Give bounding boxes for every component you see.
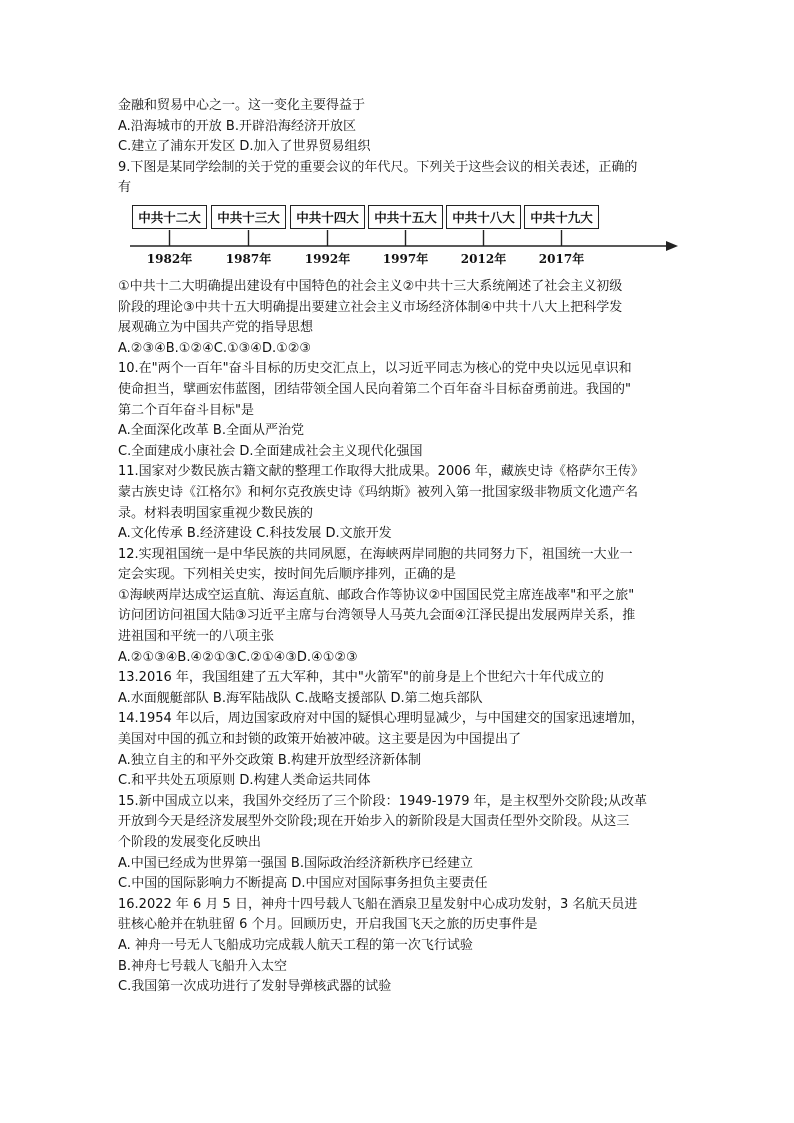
year-label: 1987年 [225, 251, 272, 266]
text-line: 展观确立为中国共产党的指导思想 [118, 320, 314, 336]
text-line: 阶段的理论③中共十五大明确提出要建立社会主义市场经济体制④中共十八大上把科学发 [118, 299, 623, 315]
text-block-bottom [118, 277, 678, 998]
text-line: 金融和贸易中心之一。这一变化主要得益于 [118, 98, 366, 113]
text-line: 蒙古族史诗《江格尔》和柯尔克孜族史诗《玛纳斯》被列入第一批国家级非物质文化遗产名 [118, 484, 639, 500]
text-line: A.中国已经成为世界第一强国 B.国际政治经济新秩序已经建立 [118, 855, 473, 871]
meeting-box: 中共十三大 [211, 205, 286, 229]
text-line: C.中国的国际影响力不断提高 D.中国应对国际事务担负主要责任 [118, 876, 488, 892]
text-line: 使命担当，擘画宏伟蓝图，团结带领全国人民向着第二个百年奋斗目标奋勇前进。我国的" [118, 381, 631, 397]
text-line: 10.在"两个一百年"奋斗目标的历史交汇点上，以习近平同志为核心的党中央以远见卓识和 [118, 361, 632, 377]
text-line: A.文化传承 B.经济建设 C.科技发展 D.文旅开发 [118, 526, 392, 542]
text-line: 14.1954 年以后，周边国家政府对中国的疑惧心理明显减少，与中国建交的国家迅速增加， [118, 711, 644, 727]
meeting-box: 中共十八大 [446, 205, 521, 229]
question-9-stem: 9.下图是某同学绘制的关于党的重要会议的年代尺。下列关于这些会议的相关表述，正确的 [118, 159, 638, 175]
year-label: 1997年 [382, 251, 429, 266]
year-label: 1982年 [146, 251, 193, 266]
text-line: 美国对中国的孤立和封锁的政策开始被冲破。这主要是因为中国提出了 [118, 732, 522, 748]
text-line: A.水面舰艇部队 B.海军陆战队 C.战略支援部队 D.第二炮兵部队 [118, 690, 483, 706]
text-line: 驻核心舱并在轨驻留 6 个月。回顾历史，开启我国飞天之旅的历史事件是 [118, 917, 538, 933]
timeline-figure [118, 205, 678, 275]
text-line: A.②③④B.①②④C.①③④D.①②③ [118, 340, 312, 356]
text-line: A.全面深化改革 B.全面从严治党 [118, 423, 304, 439]
meeting-box: 中共十九大 [524, 205, 599, 229]
year-label: 2017年 [538, 251, 585, 266]
text-line: B.神舟七号载人飞船升入太空 [118, 958, 288, 974]
text-line: 进祖国和平统一的八项主张 [118, 629, 275, 645]
text-line: 12.实现祖国统一是中华民族的共同夙愿，在海峡两岸同胞的共同努力下，祖国统一大业一 [118, 546, 633, 562]
meeting-box: 中共十四大 [290, 205, 365, 229]
text-line: 16.2022 年 6 月 5 日，神舟十四号载人飞船在酒泉卫星发射中心成功发射，3 名航天员进 [118, 896, 638, 912]
text-line: C.我国第一次成功进行了发射导弹核武器的试验 [118, 979, 392, 995]
text-line: A. 神舟一号无人飞船成功完成载人航天工程的第一次飞行试验 [118, 937, 473, 953]
text-line: 13.2016 年，我国组建了五大军种，其中"火箭军"的前身是上个世纪六十年代成立的 [118, 670, 604, 686]
text-line: 开放到今天是经济发展型外交阶段;现在开始步入的新阶段是大国责任型外交阶段。从这三 [118, 814, 630, 830]
year-label: 2012年 [460, 251, 507, 266]
text-line: 11.国家对少数民族古籍文献的整理工作取得大批成果。2006 年，藏族史诗《格萨尔王传》 [118, 464, 644, 480]
text-line: 15.新中国成立以来，我国外交经历了三个阶段：1949-1979 年，是主权型外交阶段;从改革 [118, 793, 648, 809]
text-block-top [118, 96, 678, 199]
meeting-box: 中共十二大 [132, 205, 207, 229]
text-line: C.全面建成小康社会 D.全面建成社会主义现代化强国 [118, 443, 423, 459]
text-line: 定会实现。下列相关史实，按时间先后顺序排列，正确的是 [118, 567, 457, 583]
year-label: 1992年 [304, 251, 351, 266]
text-line: A.②①③④B.④②①③C.②①④③D.④①②③ [118, 649, 358, 665]
text-line: 个阶段的发展变化反映出 [118, 835, 262, 850]
text-line: ①海峡两岸达成空运直航、海运直航、邮政合作等协议②中国国民党主席连战率"和平之旅" [118, 587, 635, 603]
text-line: ①中共十二大明确提出建设有中国特色的社会主义②中共十三大系统阐述了社会主义初级 [118, 278, 623, 294]
text-line: 有 [118, 180, 132, 196]
text-line: 第二个百年奋斗目标"是 [118, 402, 254, 418]
option-line: A.沿海城市的开放 B.开辟沿海经济开放区 [118, 118, 356, 134]
text-line: A.独立自主的和平外交政策 B.构建开放型经济新体制 [118, 752, 421, 768]
text-line: 访问团访问祖国大陆③习近平主席与台湾领导人马英九会面④江泽民提出发展两岸关系，推 [118, 608, 636, 624]
text-line: 录。材料表明国家重视少数民族的 [118, 505, 314, 521]
text-line: C.和平共处五项原则 D.构建人类命运共同体 [118, 773, 371, 789]
meeting-box: 中共十五大 [368, 205, 443, 229]
document-page [118, 96, 678, 998]
option-line: C.建立了浦东开发区 D.加入了世界贸易组织 [118, 139, 371, 155]
